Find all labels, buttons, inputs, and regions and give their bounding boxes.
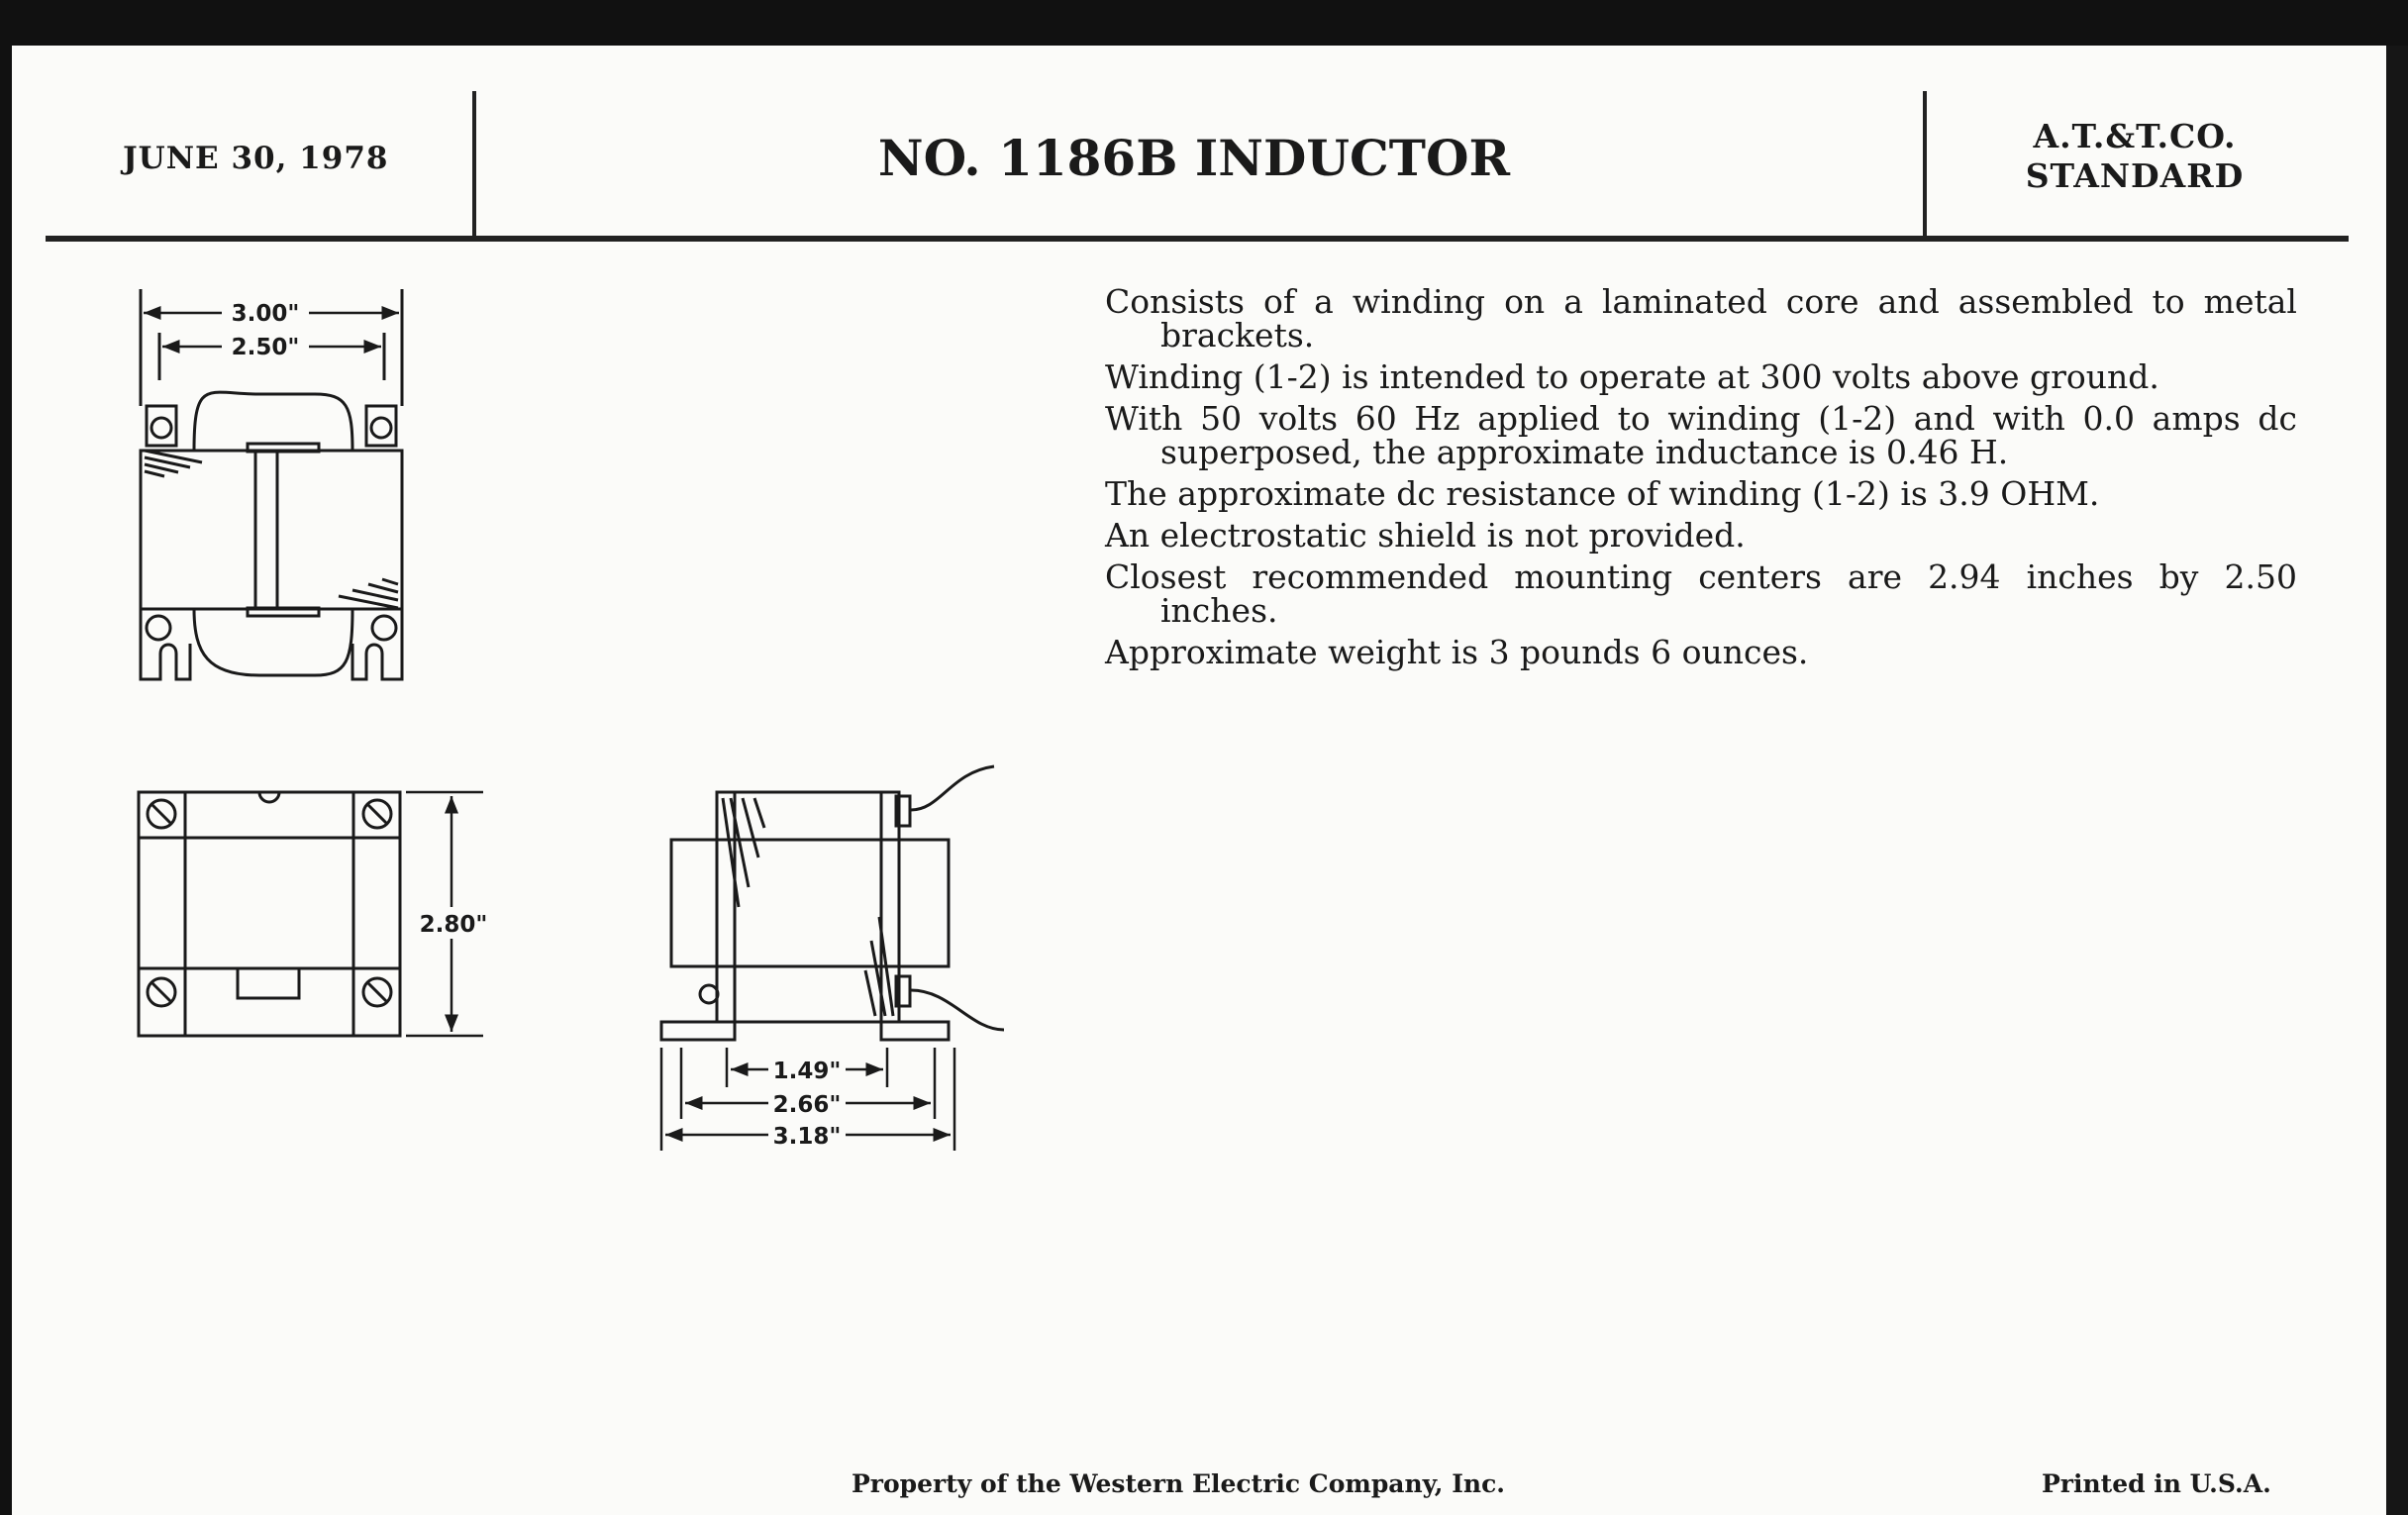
description-line: An electrostatic shield is not provided. <box>1105 516 1746 555</box>
dim-top-outer: 3.00" <box>231 301 300 327</box>
description-line: Approximate weight is 3 pounds 6 ounces. <box>1105 633 1809 671</box>
description-line: The approximate dc resistance of winding (1-2) is 3.9 OHM. <box>1105 474 2100 513</box>
dim-side-inner: 1.49" <box>772 1059 842 1084</box>
standard-line-1: A.T.&T.CO. <box>2033 117 2237 155</box>
standard-line-2: STANDARD <box>2025 156 2245 195</box>
description-line: Consists of a winding on a laminated core and assembled to metal brackets. <box>1105 282 2297 354</box>
dim-top-inner: 2.50" <box>231 335 300 360</box>
description-line: Closest recommended mounting centers are 2.94 inches by 2.50 inches. <box>1105 557 2297 630</box>
description-line: With 50 volts 60 Hz applied to winding (1-2) and with 0.0 amps dc superposed, the approximate inductance is 0.46 H. <box>1105 399 2297 471</box>
footer-property: Property of the Western Electric Company, Inc. <box>852 1469 1506 1498</box>
dim-side-outer: 3.18" <box>772 1124 842 1150</box>
header-date: JUNE 30, 1978 <box>123 141 389 176</box>
footer-printed: Printed in U.S.A. <box>2042 1469 2271 1498</box>
page-title: NO. 1186B INDUCTOR <box>877 129 1511 187</box>
dim-front-height: 2.80" <box>419 912 488 938</box>
dim-side-middle: 2.66" <box>772 1092 842 1118</box>
description-line: Winding (1-2) is intended to operate at 300 volts above ground. <box>1105 357 2159 396</box>
